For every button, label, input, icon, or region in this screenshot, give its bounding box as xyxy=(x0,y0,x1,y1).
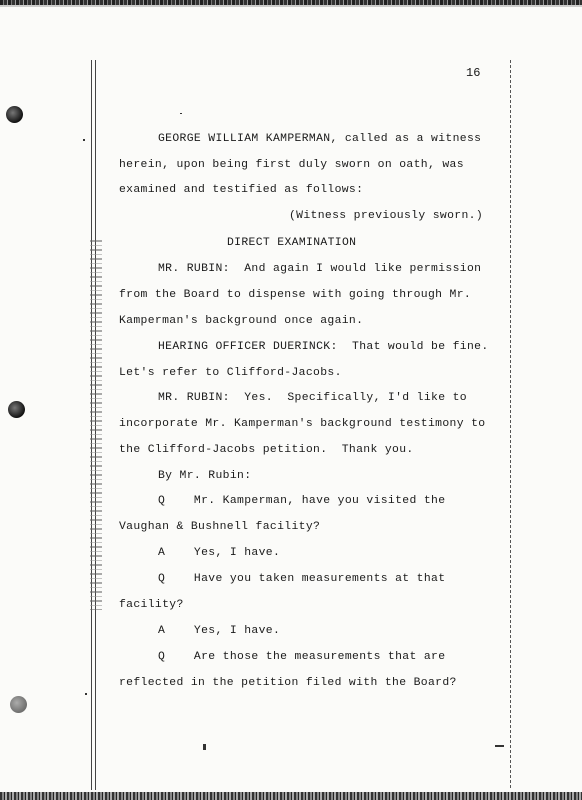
question-line: reflected in the petition filed with the Board? xyxy=(119,677,457,689)
punch-hole-middle xyxy=(8,401,25,418)
section-heading: DIRECT EXAMINATION xyxy=(227,237,357,249)
transcript-line: examined and testified as follows: xyxy=(119,184,364,196)
transcript-line: Let's refer to Clifford-Jacobs. xyxy=(119,367,342,379)
scan-speck xyxy=(203,744,206,750)
transcript-line: herein, upon being first duly sworn on oath, was xyxy=(119,159,464,171)
answer-line: A Yes, I have. xyxy=(158,547,281,559)
page-number: 16 xyxy=(466,66,481,80)
right-margin-rule xyxy=(510,60,511,790)
transcript-line: Kamperman's background once again. xyxy=(119,315,364,327)
transcript-line: MR. RUBIN: Yes. Specifically, I'd like to xyxy=(158,392,467,404)
transcript-line: By Mr. Rubin: xyxy=(158,470,252,482)
transcript-line: incorporate Mr. Kamperman's background testimony to xyxy=(119,418,486,430)
question-line: Q Mr. Kamperman, have you visited the xyxy=(158,495,446,507)
scan-speck xyxy=(180,113,182,114)
transcript-line: HEARING OFFICER DUERINCK: That would be fine. xyxy=(158,341,489,353)
scan-edge-bottom xyxy=(0,792,582,800)
transcript-line: (Witness previously sworn.) xyxy=(289,210,484,222)
scan-speck xyxy=(495,745,504,747)
question-line: Vaughan & Bushnell facility? xyxy=(119,521,321,533)
question-line: facility? xyxy=(119,599,184,611)
question-line: Q Have you taken measurements at that xyxy=(158,573,446,585)
transcript-line: the Clifford-Jacobs petition. Thank you. xyxy=(119,444,414,456)
transcript-line: MR. RUBIN: And again I would like permission xyxy=(158,263,482,275)
punch-hole-bottom xyxy=(10,696,27,713)
scan-speck xyxy=(83,139,85,141)
transcript-line: GEORGE WILLIAM KAMPERMAN, called as a witness xyxy=(158,133,482,145)
transcript-line: from the Board to dispense with going through Mr. xyxy=(119,289,472,301)
answer-line: A Yes, I have. xyxy=(158,625,281,637)
vertical-margin-print xyxy=(90,240,102,610)
scan-edge-top-shadow xyxy=(0,5,582,7)
scan-speck xyxy=(85,693,87,695)
punch-hole-top xyxy=(6,106,23,123)
question-line: Q Are those the measurements that are xyxy=(158,651,446,663)
